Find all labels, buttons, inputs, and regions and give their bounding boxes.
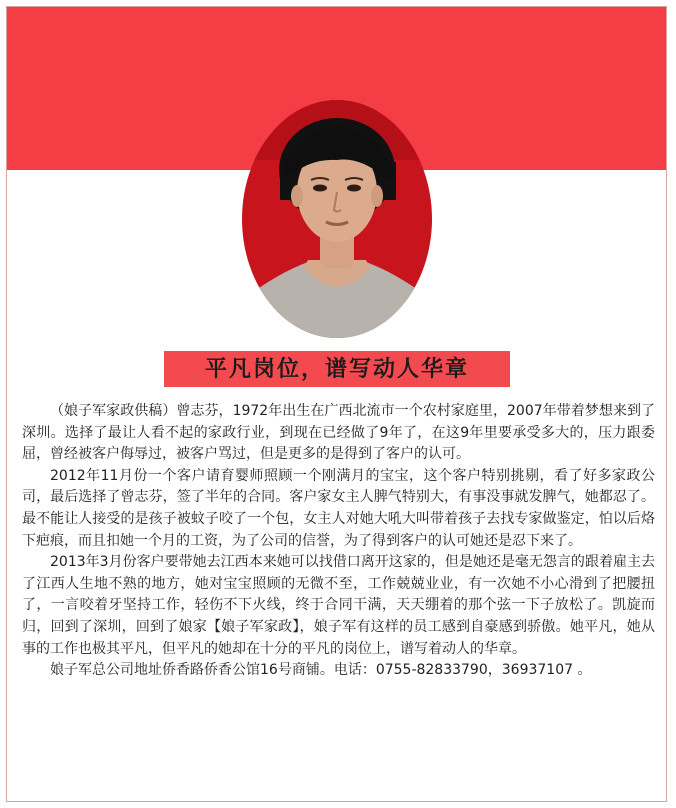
article-card (6, 6, 667, 802)
paragraph-2013: 2013年3月份客户要带她去江西本来她可以找借口离开这家的，但是她还是毫无怨言的跟着雇主去了江西人生地不熟的地方，她对宝宝照顾的无微不至，工作兢兢业业，有一次她不小心滑到了把腰扭了，一言咬着牙坚持工作，轻伤不下火线，终于合同干满，天天绷着的那个弦一下子放松了。凯旋而归，回到了深圳，回到了娘家【娘子军家政】，娘子军有这样的员工感到自豪感到骄傲。她平凡，她从事的工作也极其平凡，但平凡的她却在十分的平凡的岗位上，谱写着动人的华章。 (22, 554, 655, 657)
paragraph-2012: 2012年11月份一个客户请育婴师照顾一个刚满月的宝宝，这个客户特别挑剔，看了好多家政公司，最后选择了曾志芬，签了半年的合同。客户家女主人脾气特别大，有事没事就发脾气，她都忍了。最不能让人接受的是孩子被蚊子咬了一个包，女主人对她大吼大叫带着孩子去找专家做鉴定，怕以后烙下疤痕，而且扣她一个月的工资，为了公司的信誉，为了得到客户的认可她还是忍下来了。 (22, 467, 655, 549)
company-contact-footer: 娘子军总公司地址侨香路侨香公馆16号商铺。电话：0755-82833790，36937107 。 (50, 662, 592, 679)
article-title: 平凡岗位，谱写动人华章 (164, 351, 510, 387)
portrait-photo (242, 100, 432, 338)
article-body (22, 401, 655, 682)
woman-portrait-icon (242, 100, 432, 338)
paragraph-intro: （娘子军家政供稿）曾志芬，1972年出生在广西北流市一个农村家庭里，2007年带着梦想来到了深圳。选择了最让人看不起的家政行业，到现在已经做了9年了，在这9年里要承受多大的，压力跟委屈，曾经被客户侮辱过，被客户骂过，但是更多的是得到了客户的认可。 (22, 403, 655, 463)
